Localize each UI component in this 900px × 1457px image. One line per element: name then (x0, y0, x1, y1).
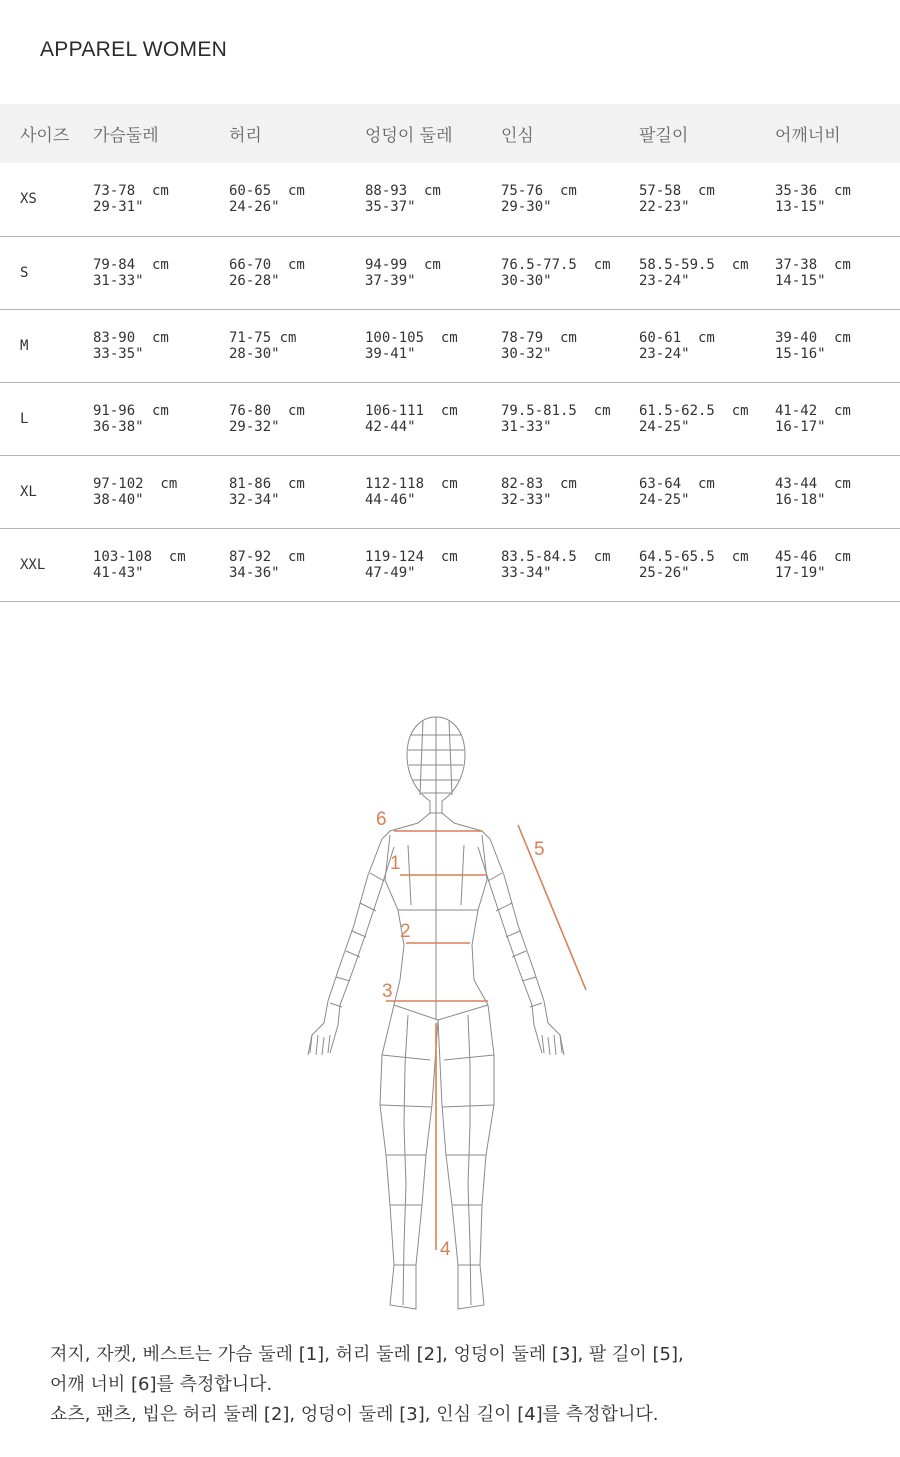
value-cm: 60-65 cm (229, 183, 305, 200)
value-cm: 76.5-77.5 cm (501, 256, 611, 273)
size-label: XXL (20, 556, 46, 573)
value-cm: 76-80 cm (229, 402, 305, 419)
value-inch: 17-19" (775, 564, 826, 581)
header-size: 사이즈 (20, 126, 70, 146)
measurement-cell (775, 309, 900, 382)
measurement-cell (93, 455, 229, 528)
value-cm: 39-40 cm (775, 329, 851, 346)
value-cm: 88-93 cm (365, 183, 441, 200)
value-inch: 15-16" (775, 345, 826, 362)
measurement-cell (639, 163, 775, 236)
label-chest: 1 (390, 853, 401, 874)
header-shoulder-width: 어깨너비 (775, 126, 841, 146)
size-label: XL (20, 483, 37, 500)
measurement-cell (501, 163, 639, 236)
size-chart-table (0, 104, 900, 602)
value-cm: 61.5-62.5 cm (639, 402, 749, 419)
header-inseam: 인심 (501, 126, 534, 146)
size-label: L (20, 410, 29, 427)
value-inch: 29-31" (93, 199, 144, 216)
measurement-cell (229, 236, 365, 309)
size-table-body (0, 163, 900, 601)
measurement-cell (365, 455, 501, 528)
measurement-cell (775, 236, 900, 309)
value-inch: 23-24" (639, 345, 690, 362)
measurement-cell (229, 382, 365, 455)
table-header-row (0, 104, 900, 163)
measurement-cell (365, 528, 501, 601)
table-row (0, 163, 900, 236)
header-chest: 가슴둘레 (93, 126, 159, 146)
table-row (0, 528, 900, 601)
measurement-cell (775, 528, 900, 601)
table-row (0, 455, 900, 528)
value-cm: 87-92 cm (229, 548, 305, 565)
note-line: 져지, 자켓, 베스트는 가슴 둘레 [1], 허리 둘레 [2], 엉덩이 둘레 [3], 팔 길이 [5], (50, 1344, 684, 1365)
measurement-cell (501, 309, 639, 382)
value-inch: 42-44" (365, 418, 416, 435)
value-cm: 63-64 cm (639, 475, 715, 492)
label-hip: 3 (382, 981, 393, 1002)
value-inch: 47-49" (365, 564, 416, 581)
table-row (0, 382, 900, 455)
value-cm: 73-78 cm (93, 183, 169, 200)
value-cm: 112-118 cm (365, 475, 458, 492)
value-cm: 43-44 cm (775, 475, 851, 492)
value-cm: 83.5-84.5 cm (501, 548, 611, 565)
value-inch: 22-23" (639, 199, 690, 216)
measurement-cell (775, 382, 900, 455)
value-inch: 23-24" (639, 272, 690, 289)
value-inch: 33-35" (93, 345, 144, 362)
measurement-cell (93, 309, 229, 382)
value-inch: 16-17" (775, 418, 826, 435)
measurement-cell (639, 382, 775, 455)
value-cm: 37-38 cm (775, 256, 851, 273)
table-row (0, 309, 900, 382)
size-label: S (20, 264, 29, 281)
table-row (0, 236, 900, 309)
value-inch: 24-25" (639, 418, 690, 435)
measurement-cell (365, 163, 501, 236)
value-cm: 94-99 cm (365, 256, 441, 273)
value-cm: 97-102 cm (93, 475, 178, 492)
measurement-cell (229, 528, 365, 601)
measurement-notes (50, 1340, 870, 1430)
measurement-cell (501, 236, 639, 309)
label-waist: 2 (400, 921, 411, 942)
size-label: XS (20, 191, 37, 208)
value-cm: 41-42 cm (775, 402, 851, 419)
value-cm: 78-79 cm (501, 329, 577, 346)
value-inch: 41-43" (93, 564, 144, 581)
value-cm: 57-58 cm (639, 183, 715, 200)
value-cm: 103-108 cm (93, 548, 186, 565)
measurement-cell (229, 163, 365, 236)
measurement-cell (93, 236, 229, 309)
value-inch: 30-32" (501, 345, 552, 362)
value-inch: 31-33" (501, 418, 552, 435)
measurement-cell (775, 163, 900, 236)
label-inseam: 4 (440, 1239, 451, 1260)
value-cm: 58.5-59.5 cm (639, 256, 749, 273)
measurement-cell (93, 528, 229, 601)
mannequin-illustration (290, 705, 610, 1320)
value-inch: 29-32" (229, 418, 280, 435)
value-cm: 79.5-81.5 cm (501, 402, 611, 419)
value-inch: 39-41" (365, 345, 416, 362)
value-inch: 13-15" (775, 199, 826, 216)
value-cm: 79-84 cm (93, 256, 169, 273)
value-inch: 29-30" (501, 199, 552, 216)
measurement-cell (501, 382, 639, 455)
value-inch: 31-33" (93, 272, 144, 289)
value-inch: 28-30" (229, 345, 280, 362)
value-inch: 32-34" (229, 491, 280, 508)
measurement-cell (229, 455, 365, 528)
measurement-cell (365, 382, 501, 455)
note-line: 쇼츠, 팬츠, 빕은 허리 둘레 [2], 엉덩이 둘레 [3], 인심 길이 [4]를 측정합니다. (50, 1404, 659, 1425)
value-inch: 37-39" (365, 272, 416, 289)
value-inch: 44-46" (365, 491, 416, 508)
value-inch: 25-26" (639, 564, 690, 581)
value-inch: 36-38" (93, 418, 144, 435)
value-cm: 119-124 cm (365, 548, 458, 565)
measurement-cell (775, 455, 900, 528)
value-cm: 82-83 cm (501, 475, 577, 492)
measurement-cell (501, 455, 639, 528)
value-cm: 35-36 cm (775, 183, 851, 200)
value-inch: 32-33" (501, 491, 552, 508)
measurement-cell (639, 455, 775, 528)
value-inch: 24-25" (639, 491, 690, 508)
value-cm: 81-86 cm (229, 475, 305, 492)
measurement-labels (376, 809, 545, 1260)
value-cm: 64.5-65.5 cm (639, 548, 749, 565)
measurement-cell (93, 382, 229, 455)
measurement-cell (501, 528, 639, 601)
arm-length-line (518, 825, 586, 990)
value-cm: 45-46 cm (775, 548, 851, 565)
header-waist: 허리 (229, 126, 262, 146)
value-inch: 24-26" (229, 199, 280, 216)
measurement-cell (229, 309, 365, 382)
value-inch: 30-30" (501, 272, 552, 289)
value-cm: 83-90 cm (93, 329, 169, 346)
value-inch: 35-37" (365, 199, 416, 216)
value-cm: 75-76 cm (501, 183, 577, 200)
measurement-cell (365, 309, 501, 382)
value-inch: 33-34" (501, 564, 552, 581)
body-measurement-figure (290, 705, 610, 1320)
value-inch: 16-18" (775, 491, 826, 508)
size-label: M (20, 337, 29, 354)
value-cm: 60-61 cm (639, 329, 715, 346)
value-cm: 100-105 cm (365, 329, 458, 346)
value-inch: 14-15" (775, 272, 826, 289)
value-cm: 66-70 cm (229, 256, 305, 273)
header-hip: 엉덩이 둘레 (365, 126, 453, 146)
value-cm: 91-96 cm (93, 402, 169, 419)
value-inch: 38-40" (93, 491, 144, 508)
measurement-cell (365, 236, 501, 309)
measurement-cell (639, 236, 775, 309)
measurement-cell (639, 528, 775, 601)
page-title: APPAREL WOMEN (40, 38, 228, 61)
measurement-lines (386, 825, 586, 1250)
value-cm: 71-75 cm (229, 329, 297, 346)
value-cm: 106-111 cm (365, 402, 458, 419)
header-arm-length: 팔길이 (639, 126, 689, 146)
measurement-cell (93, 163, 229, 236)
value-inch: 34-36" (229, 564, 280, 581)
value-inch: 26-28" (229, 272, 280, 289)
note-line: 어깨 너비 [6]를 측정합니다. (50, 1374, 273, 1395)
label-arm-length: 5 (534, 839, 545, 860)
measurement-cell (639, 309, 775, 382)
label-shoulder-width: 6 (376, 809, 387, 830)
